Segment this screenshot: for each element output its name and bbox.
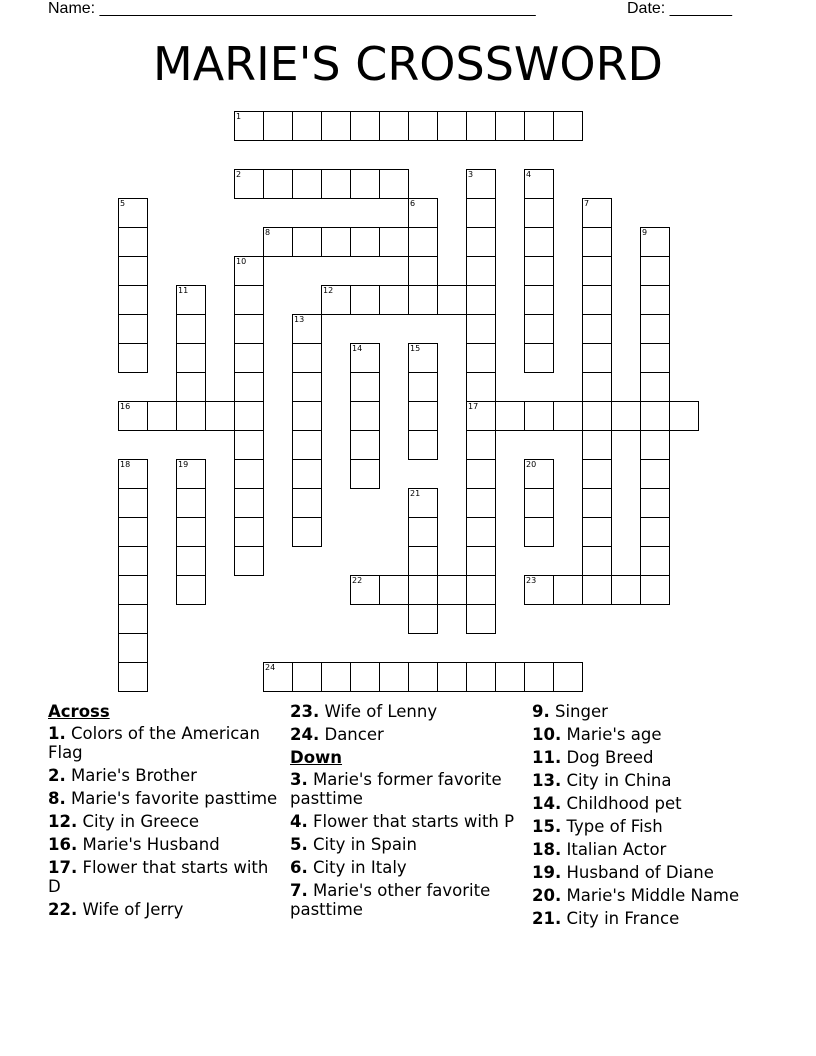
grid-cell[interactable] — [466, 285, 496, 315]
grid-cell[interactable] — [611, 575, 641, 605]
clue-text: Wife of Jerry — [82, 900, 184, 919]
clue-item — [48, 789, 278, 808]
grid-cell[interactable] — [118, 488, 148, 518]
clue-text: Marie's former favorite pasttime — [290, 770, 502, 808]
grid-cell[interactable] — [234, 401, 264, 431]
cell-number: 3 — [468, 170, 474, 179]
grid-cell[interactable] — [553, 662, 583, 692]
clue-text: Marie's favorite pasttime — [71, 789, 278, 808]
grid-cell[interactable] — [466, 372, 496, 402]
grid-cell[interactable] — [408, 546, 438, 576]
clue-column-2 — [290, 702, 525, 923]
grid-cell[interactable] — [640, 488, 670, 518]
grid-cell[interactable] — [350, 401, 380, 431]
grid-cell[interactable] — [582, 575, 612, 605]
grid-cell[interactable] — [524, 459, 554, 489]
clue-text: City in Spain — [313, 835, 417, 854]
clue-item — [48, 724, 278, 762]
grid-cell[interactable] — [118, 459, 148, 489]
clue-number: 7. — [290, 881, 308, 900]
clue-item — [290, 702, 525, 721]
grid-cell[interactable] — [408, 285, 438, 315]
clue-item — [532, 771, 792, 790]
clue-text: Italian Actor — [566, 840, 667, 859]
grid-cell[interactable] — [640, 401, 670, 431]
cell-number: 13 — [294, 315, 305, 324]
grid-cell[interactable] — [234, 517, 264, 547]
cell-number: 8 — [265, 228, 271, 237]
grid-cell[interactable] — [118, 198, 148, 228]
grid-cell[interactable] — [176, 517, 206, 547]
grid-cell[interactable] — [466, 430, 496, 460]
grid-cell[interactable] — [234, 546, 264, 576]
grid-cell[interactable] — [553, 111, 583, 141]
grid-cell[interactable] — [669, 401, 699, 431]
grid-cell[interactable] — [524, 198, 554, 228]
clue-number: 24. — [290, 725, 320, 744]
grid-cell[interactable] — [118, 343, 148, 373]
grid-cell[interactable] — [640, 343, 670, 373]
grid-cell[interactable] — [553, 575, 583, 605]
clue-number: 18. — [532, 840, 562, 859]
clue-text: Type of Fish — [566, 817, 663, 836]
grid-cell[interactable] — [611, 401, 641, 431]
grid-cell[interactable] — [118, 575, 148, 605]
clue-number: 19. — [532, 863, 562, 882]
grid-cell[interactable] — [437, 575, 467, 605]
clue-column-3 — [532, 702, 792, 932]
grid-cell[interactable] — [292, 314, 322, 344]
clue-column-1 — [48, 702, 278, 923]
grid-cell[interactable] — [408, 662, 438, 692]
grid-cell[interactable] — [263, 662, 293, 692]
grid-cell[interactable] — [466, 401, 496, 431]
grid-cell[interactable] — [118, 285, 148, 315]
grid-cell[interactable] — [205, 401, 235, 431]
grid-cell[interactable] — [292, 517, 322, 547]
grid-cell[interactable] — [640, 546, 670, 576]
grid-cell[interactable] — [466, 169, 496, 199]
cell-number: 22 — [352, 576, 363, 585]
clue-text: Dog Breed — [566, 748, 654, 767]
grid-cell[interactable] — [379, 285, 409, 315]
cell-number: 6 — [410, 199, 416, 208]
grid-cell[interactable] — [350, 285, 380, 315]
clue-number: 11. — [532, 748, 562, 767]
clue-text: Marie's Middle Name — [566, 886, 740, 905]
clue-number: 3. — [290, 770, 308, 789]
clue-item — [532, 725, 792, 744]
grid-cell[interactable] — [640, 372, 670, 402]
grid-cell[interactable] — [524, 169, 554, 199]
grid-cell[interactable] — [437, 662, 467, 692]
clue-number: 12. — [48, 812, 78, 831]
grid-cell[interactable] — [118, 662, 148, 692]
date-field-line: Date: _______ — [627, 0, 732, 17]
clue-number: 2. — [48, 766, 66, 785]
clue-text: Dancer — [324, 725, 384, 744]
grid-cell[interactable] — [437, 285, 467, 315]
clue-text: Childhood pet — [566, 794, 682, 813]
clue-text: Marie's other favorite pasttime — [290, 881, 491, 919]
clue-number: 5. — [290, 835, 308, 854]
grid-cell[interactable] — [408, 401, 438, 431]
clue-number: 23. — [290, 702, 320, 721]
grid-cell[interactable] — [466, 604, 496, 634]
grid-cell[interactable] — [495, 662, 525, 692]
grid-cell[interactable] — [350, 430, 380, 460]
grid-cell[interactable] — [524, 401, 554, 431]
cell-number: 2 — [236, 170, 242, 179]
clue-item — [532, 909, 792, 928]
cell-number: 11 — [178, 286, 189, 295]
clue-number: 13. — [532, 771, 562, 790]
grid-cell[interactable] — [408, 256, 438, 286]
clue-number: 10. — [532, 725, 562, 744]
grid-cell[interactable] — [176, 488, 206, 518]
clue-text: Wife of Lenny — [324, 702, 438, 721]
cell-number: 5 — [120, 199, 126, 208]
grid-cell[interactable] — [292, 111, 322, 141]
grid-cell[interactable] — [640, 256, 670, 286]
cell-number: 17 — [468, 402, 479, 411]
grid-cell[interactable] — [582, 256, 612, 286]
grid-cell[interactable] — [582, 285, 612, 315]
grid-cell[interactable] — [640, 575, 670, 605]
grid-cell[interactable] — [292, 430, 322, 460]
cell-number: 16 — [120, 402, 131, 411]
grid-cell[interactable] — [640, 430, 670, 460]
grid-cell[interactable] — [582, 401, 612, 431]
grid-cell[interactable] — [582, 488, 612, 518]
grid-cell[interactable] — [466, 227, 496, 257]
grid-cell[interactable] — [263, 169, 293, 199]
grid-cell[interactable] — [466, 517, 496, 547]
grid-cell[interactable] — [118, 546, 148, 576]
clue-item — [48, 858, 278, 896]
grid-cell[interactable] — [147, 401, 177, 431]
clue-text: Flower that starts with P — [313, 812, 515, 831]
clue-item — [290, 858, 525, 877]
grid-cell[interactable] — [582, 343, 612, 373]
clue-number: 16. — [48, 835, 78, 854]
grid-cell[interactable] — [582, 517, 612, 547]
grid-cell[interactable] — [292, 227, 322, 257]
grid-cell[interactable] — [321, 285, 351, 315]
grid-cell[interactable] — [466, 314, 496, 344]
cell-number: 19 — [178, 460, 189, 469]
cell-number: 12 — [323, 286, 334, 295]
grid-cell[interactable] — [466, 662, 496, 692]
grid-cell[interactable] — [582, 198, 612, 228]
grid-cell[interactable] — [524, 111, 554, 141]
grid-cell[interactable] — [524, 517, 554, 547]
clue-text: City in France — [566, 909, 680, 928]
grid-cell[interactable] — [176, 401, 206, 431]
clue-item — [532, 794, 792, 813]
grid-cell[interactable] — [118, 517, 148, 547]
clue-number: 8. — [48, 789, 66, 808]
grid-cell[interactable] — [176, 285, 206, 315]
grid-cell[interactable] — [495, 111, 525, 141]
grid-cell[interactable] — [234, 169, 264, 199]
clue-text: Marie's Brother — [71, 766, 197, 785]
grid-cell[interactable] — [321, 169, 351, 199]
grid-cell[interactable] — [524, 227, 554, 257]
cell-number: 18 — [120, 460, 131, 469]
grid-cell[interactable] — [292, 401, 322, 431]
clue-text: Singer — [555, 702, 608, 721]
clue-number: 20. — [532, 886, 562, 905]
grid-cell[interactable] — [350, 459, 380, 489]
grid-cell[interactable] — [292, 488, 322, 518]
grid-cell[interactable] — [582, 314, 612, 344]
cell-number: 9 — [642, 228, 648, 237]
grid-cell[interactable] — [466, 256, 496, 286]
clue-number: 1. — [48, 724, 66, 743]
clue-number: 4. — [290, 812, 308, 831]
grid-cell[interactable] — [350, 372, 380, 402]
clue-item — [290, 812, 525, 831]
grid-cell[interactable] — [292, 662, 322, 692]
clue-heading: Down — [290, 748, 343, 767]
grid-cell[interactable] — [118, 401, 148, 431]
grid-cell[interactable] — [582, 430, 612, 460]
grid-cell[interactable] — [553, 401, 583, 431]
clue-item — [290, 770, 525, 808]
clue-item — [532, 702, 792, 721]
cell-number: 7 — [584, 199, 590, 208]
name-field-line: Name: _________________________________________________ — [48, 0, 536, 17]
clue-text: Flower that starts with D — [48, 858, 269, 896]
grid-cell[interactable] — [524, 343, 554, 373]
grid-cell[interactable] — [350, 343, 380, 373]
cell-number: 14 — [352, 344, 363, 353]
grid-cell[interactable] — [408, 604, 438, 634]
clue-item — [532, 886, 792, 905]
clue-number: 15. — [532, 817, 562, 836]
grid-cell[interactable] — [234, 459, 264, 489]
grid-cell[interactable] — [408, 575, 438, 605]
cell-number: 20 — [526, 460, 537, 469]
clue-item — [532, 863, 792, 882]
grid-cell[interactable] — [118, 227, 148, 257]
clue-item — [532, 817, 792, 836]
cell-number: 15 — [410, 344, 421, 353]
grid-cell[interactable] — [582, 459, 612, 489]
clue-number: 21. — [532, 909, 562, 928]
grid-cell[interactable] — [176, 372, 206, 402]
grid-cell[interactable] — [582, 372, 612, 402]
grid-cell[interactable] — [234, 111, 264, 141]
cell-number: 4 — [526, 170, 532, 179]
clue-text: City in Italy — [313, 858, 407, 877]
clue-item — [48, 900, 278, 919]
grid-cell[interactable] — [350, 662, 380, 692]
clue-item — [48, 766, 278, 785]
grid-cell[interactable] — [379, 227, 409, 257]
grid-cell[interactable] — [466, 575, 496, 605]
grid-cell[interactable] — [321, 111, 351, 141]
grid-cell[interactable] — [321, 662, 351, 692]
grid-cell[interactable] — [466, 343, 496, 373]
grid-cell[interactable] — [176, 546, 206, 576]
grid-cell[interactable] — [176, 343, 206, 373]
clue-item — [532, 840, 792, 859]
grid-cell[interactable] — [640, 227, 670, 257]
grid-cell[interactable] — [466, 198, 496, 228]
grid-cell[interactable] — [495, 401, 525, 431]
grid-cell[interactable] — [292, 169, 322, 199]
grid-cell[interactable] — [524, 256, 554, 286]
grid-cell[interactable] — [234, 430, 264, 460]
grid-cell[interactable] — [176, 459, 206, 489]
grid-cell[interactable] — [350, 111, 380, 141]
grid-cell[interactable] — [234, 372, 264, 402]
grid-cell[interactable] — [379, 662, 409, 692]
grid-cell[interactable] — [437, 111, 467, 141]
grid-cell[interactable] — [466, 488, 496, 518]
grid-cell[interactable] — [524, 488, 554, 518]
page-title: MARIE'S CROSSWORD — [153, 37, 663, 91]
grid-cell[interactable] — [466, 459, 496, 489]
grid-cell[interactable] — [118, 604, 148, 634]
grid-cell[interactable] — [118, 314, 148, 344]
cell-number: 10 — [236, 257, 247, 266]
grid-cell[interactable] — [263, 111, 293, 141]
clue-heading: Across — [48, 702, 110, 721]
clue-text: Marie's age — [566, 725, 662, 744]
grid-cell[interactable] — [524, 314, 554, 344]
grid-cell[interactable] — [234, 343, 264, 373]
grid-cell[interactable] — [582, 546, 612, 576]
clue-text: Colors of the American Flag — [48, 724, 260, 762]
clue-number: 17. — [48, 858, 78, 877]
grid-cell[interactable] — [640, 459, 670, 489]
grid-cell[interactable] — [466, 111, 496, 141]
grid-cell[interactable] — [582, 227, 612, 257]
grid-cell[interactable] — [408, 343, 438, 373]
grid-cell[interactable] — [234, 285, 264, 315]
grid-cell[interactable] — [176, 575, 206, 605]
clue-item — [48, 812, 278, 831]
clue-number: 14. — [532, 794, 562, 813]
cell-number: 24 — [265, 663, 276, 672]
clue-text: Marie's Husband — [82, 835, 220, 854]
grid-cell[interactable] — [350, 575, 380, 605]
grid-cell[interactable] — [524, 285, 554, 315]
grid-cell[interactable] — [292, 343, 322, 373]
grid-cell[interactable] — [350, 169, 380, 199]
grid-cell[interactable] — [292, 459, 322, 489]
clue-number: 9. — [532, 702, 550, 721]
grid-cell[interactable] — [640, 285, 670, 315]
clue-item — [290, 835, 525, 854]
grid-cell[interactable] — [350, 227, 380, 257]
cell-number: 23 — [526, 576, 537, 585]
grid-cell[interactable] — [524, 575, 554, 605]
grid-cell[interactable] — [292, 372, 322, 402]
clue-text: City in China — [566, 771, 672, 790]
grid-cell[interactable] — [176, 314, 206, 344]
grid-cell[interactable] — [640, 517, 670, 547]
grid-cell[interactable] — [234, 256, 264, 286]
grid-cell[interactable] — [321, 227, 351, 257]
grid-cell[interactable] — [234, 314, 264, 344]
grid-cell[interactable] — [408, 517, 438, 547]
clue-item — [290, 881, 525, 919]
clue-number: 6. — [290, 858, 308, 877]
grid-cell[interactable] — [408, 372, 438, 402]
cell-number: 1 — [236, 112, 242, 121]
clue-item — [290, 725, 525, 744]
clue-text: City in Greece — [82, 812, 200, 831]
grid-cell[interactable] — [379, 169, 409, 199]
clue-item — [532, 748, 792, 767]
clue-number: 22. — [48, 900, 78, 919]
grid-cell[interactable] — [640, 314, 670, 344]
grid-cell[interactable] — [118, 633, 148, 663]
grid-cell[interactable] — [379, 575, 409, 605]
grid-cell[interactable] — [408, 488, 438, 518]
cell-number: 21 — [410, 489, 421, 498]
grid-cell[interactable] — [234, 488, 264, 518]
clue-text: Husband of Diane — [566, 863, 714, 882]
grid-cell[interactable] — [466, 546, 496, 576]
grid-cell[interactable] — [524, 662, 554, 692]
clue-item — [48, 835, 278, 854]
grid-cell[interactable] — [118, 256, 148, 286]
grid-cell[interactable] — [408, 198, 438, 228]
grid-cell[interactable] — [408, 227, 438, 257]
grid-cell[interactable] — [408, 111, 438, 141]
grid-cell[interactable] — [408, 430, 438, 460]
grid-cell[interactable] — [379, 111, 409, 141]
grid-cell[interactable] — [263, 227, 293, 257]
